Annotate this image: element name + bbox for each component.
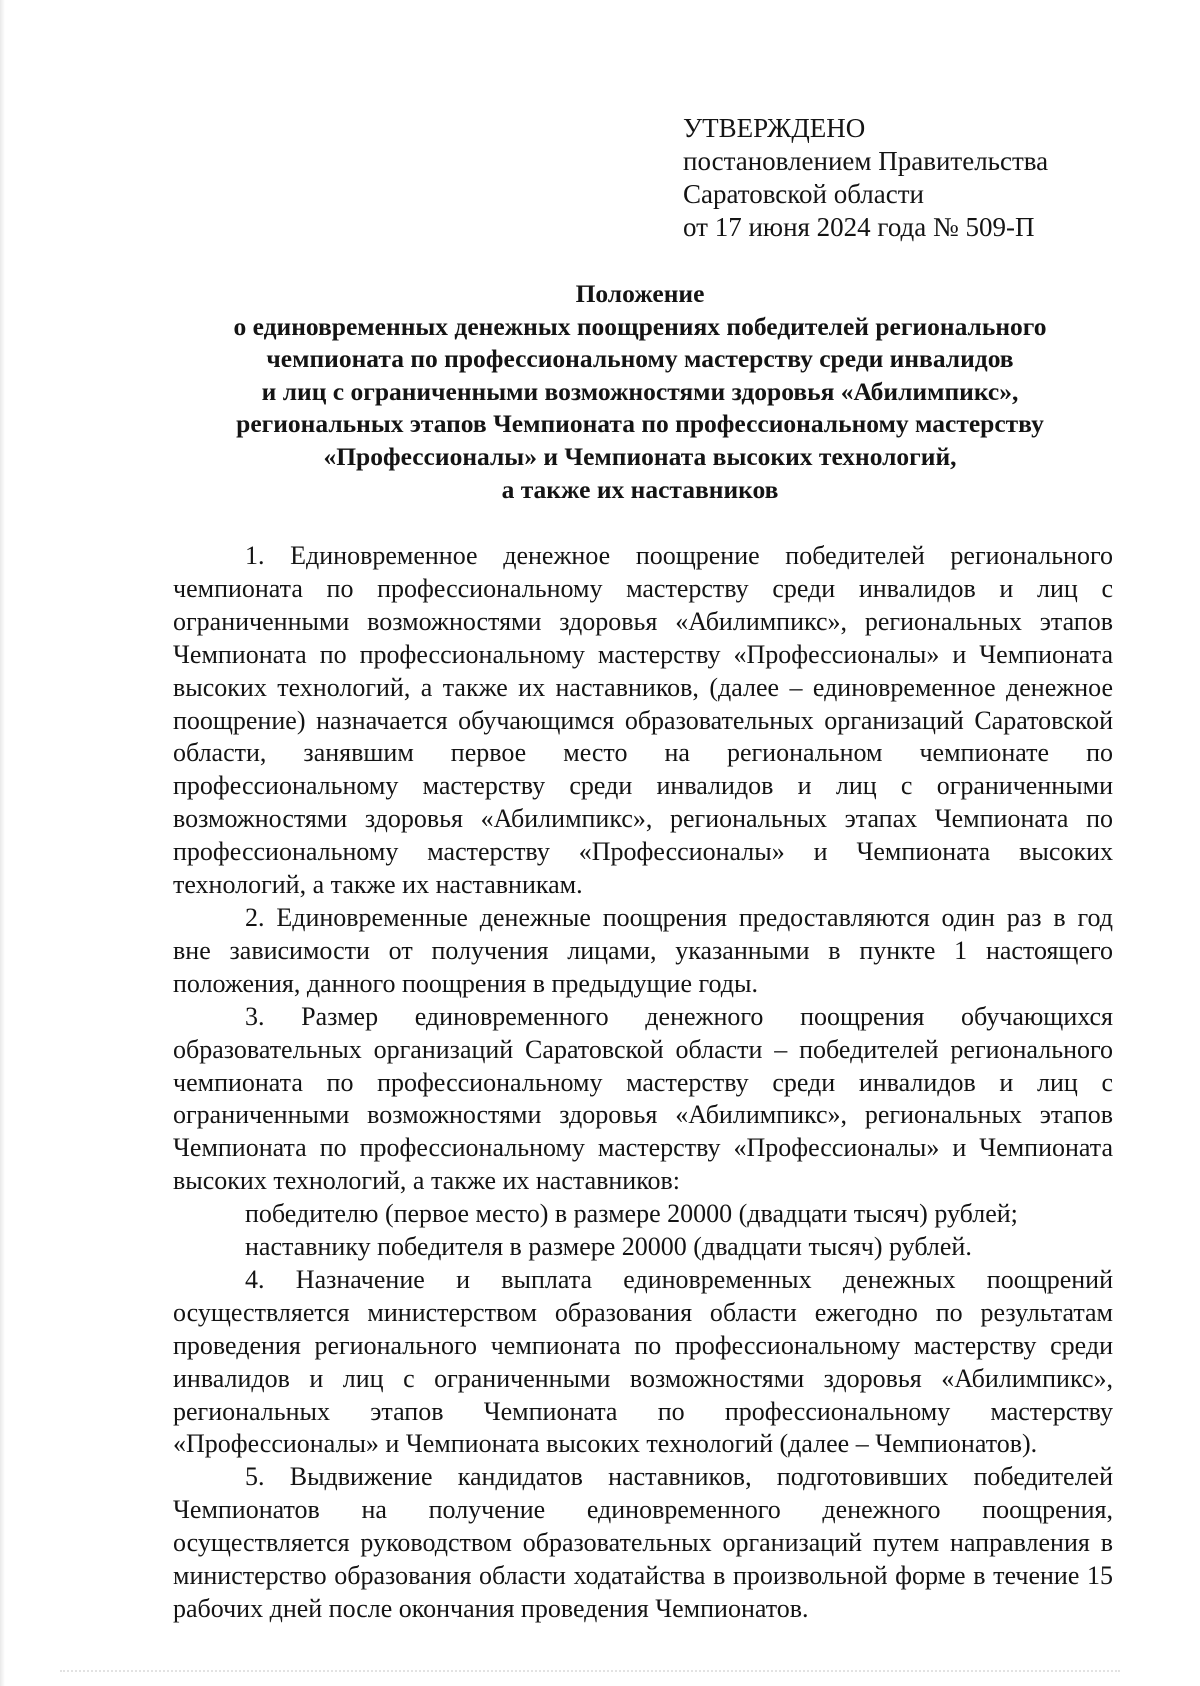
scan-edge-left [0, 0, 5, 1686]
approval-line-date-number: от 17 июня 2024 года № 509-П [683, 212, 1035, 242]
title-line-6: «Профессионалы» и Чемпионата высоких технологий, [323, 441, 957, 471]
document-title [160, 278, 1120, 506]
paragraph-2: 2. Единовременные денежные поощрения предоставляются один раз в год вне зависимости от получения лицами, указанными в пункте 1 настоящего положения, данного поощрения в предыдущие годы. [173, 902, 1113, 998]
title-line-1: Положение [575, 279, 705, 308]
paragraph-1: 1. Единовременное денежное поощрение победителей регионального чемпионата по профессиональному мастерству среди инвалидов и лиц с ограниченными возможностями здоровья «Абилимпикс», региональных этапов Чемпионата по профессиональному мастерству «Профессионалы» и Чемпионата высоких технологий, а также их наставников, (далее – единовременное денежное поощрение) назначается обучающимся образовательных организаций Саратовской области, занявшим первое место на региональном чемпионате по профессиональному мастерству среди инвалидов и лиц с ограниченными возможностями здоровья «Абилимпикс», региональных этапах Чемпионата по профессиональному мастерству «Профессионалы» и Чемпионата высоких технологий, а также их наставникам. [173, 541, 1113, 900]
approval-heading: УТВЕРЖДЕНО [683, 113, 866, 143]
approval-line-resolution: постановлением Правительства [683, 146, 1049, 176]
title-line-7: а также их наставников [501, 474, 779, 504]
paragraph-3-item-winner: победителю (первое место) в размере 20000 (двадцати тысяч) рублей; [245, 1199, 1018, 1229]
title-line-5: региональных этапов Чемпионата по профессиональному мастерству [236, 409, 1044, 439]
approval-line-region: Саратовской области [683, 179, 924, 209]
scan-edge-bottom [60, 1668, 1120, 1672]
paragraph-4: 4. Назначение и выплата единовременных денежных поощрений осуществляется министерством образования области ежегодно по результатам проведения регионального чемпионата по профессиональному мастерству среди инвалидов и лиц с ограниченными возможностями здоровья «Абилимпикс», региональных этапов Чемпионата по профессиональному мастерству «Профессионалы» и Чемпионата высоких технологий (далее – Чемпионатов). [173, 1264, 1113, 1459]
paragraph-5: 5. Выдвижение кандидатов наставников, подготовивших победителей Чемпионатов на получение единовременного денежного поощрения, осуществляется руководством образовательных организаций путем направления в министерство образования области ходатайства в произвольной форме в течение 15 рабочих дней после окончания проведения Чемпионатов. [173, 1462, 1113, 1623]
paragraph-3: 3. Размер единовременного денежного поощрения обучающихся образовательных организаций Саратовской области – победителей регионального чемпионата по профессиональному мастерству среди инвалидов и лиц с ограниченными возможностями здоровья «Абилимпикс», региональных этапов Чемпионата по профессиональному мастерству «Профессионалы» и Чемпионата высоких технологий, а также их наставников: [173, 1001, 1113, 1196]
approval-stamp-block [683, 112, 1048, 244]
paragraph-3-item-mentor: наставнику победителя в размере 20000 (двадцати тысяч) рублей. [245, 1232, 972, 1262]
title-line-4: и лиц с ограниченными возможностями здоровья «Абилимпикс», [261, 376, 1019, 406]
title-line-3: чемпионата по профессиональному мастерству среди инвалидов [266, 344, 1014, 374]
document-body [173, 540, 1113, 1626]
title-line-2: о единовременных денежных поощрениях победителей регионального [233, 311, 1047, 341]
